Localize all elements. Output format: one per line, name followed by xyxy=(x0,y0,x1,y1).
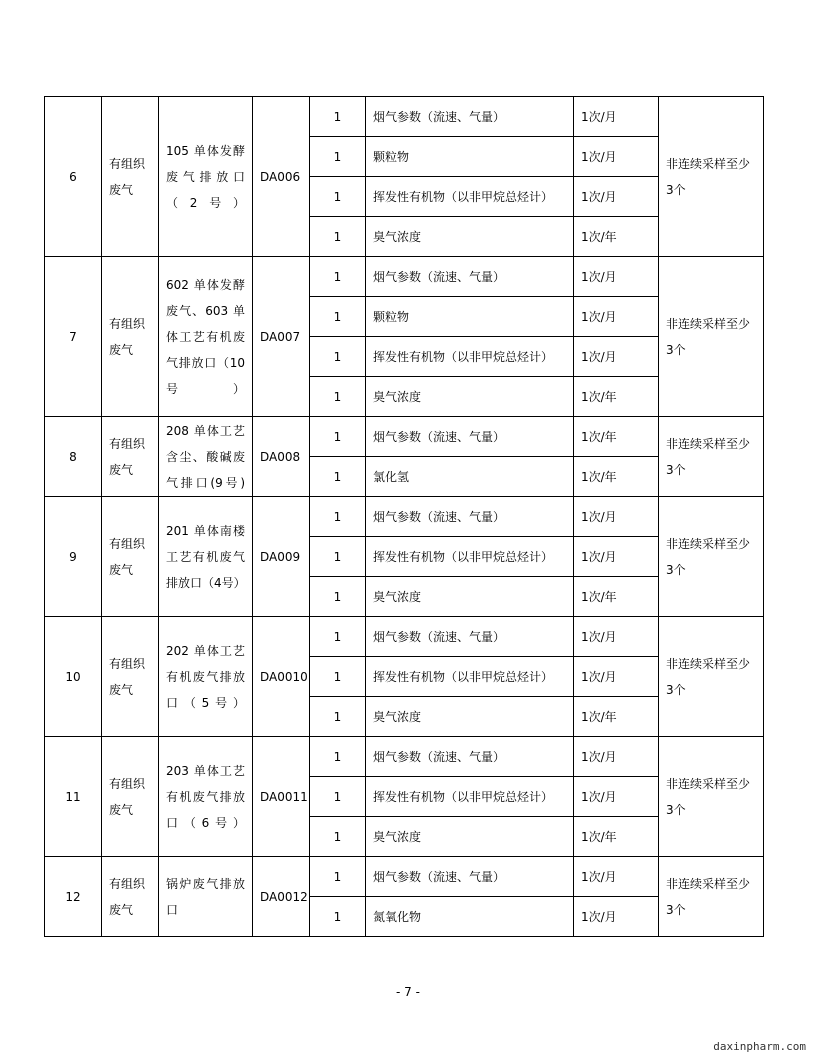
monitoring-item: 挥发性有机物（以非甲烷总烃计） xyxy=(366,777,574,817)
monitoring-table-body xyxy=(45,97,764,937)
pollutant-type: 有组织废气 xyxy=(102,737,159,857)
emission-source: 锅炉废气排放口 xyxy=(159,857,253,937)
row-number: 7 xyxy=(45,257,102,417)
monitoring-frequency: 1次/年 xyxy=(574,377,659,417)
monitoring-frequency: 1次/月 xyxy=(574,737,659,777)
monitoring-frequency: 1次/年 xyxy=(574,457,659,497)
table-row xyxy=(45,257,764,297)
monitoring-frequency: 1次/年 xyxy=(574,577,659,617)
item-index: 1 xyxy=(310,257,366,297)
item-index: 1 xyxy=(310,457,366,497)
monitoring-item: 挥发性有机物（以非甲烷总烃计） xyxy=(366,337,574,377)
item-index: 1 xyxy=(310,737,366,777)
monitoring-frequency: 1次/年 xyxy=(574,817,659,857)
sampling-note: 非连续采样至少3个 xyxy=(659,497,764,617)
monitoring-frequency: 1次/年 xyxy=(574,217,659,257)
outlet-code: DA0012 xyxy=(253,857,310,937)
item-index: 1 xyxy=(310,777,366,817)
outlet-code: DA0011 xyxy=(253,737,310,857)
item-index: 1 xyxy=(310,97,366,137)
monitoring-frequency: 1次/年 xyxy=(574,697,659,737)
sampling-note: 非连续采样至少3个 xyxy=(659,857,764,937)
monitoring-item: 臭气浓度 xyxy=(366,217,574,257)
outlet-code: DA008 xyxy=(253,417,310,497)
item-index: 1 xyxy=(310,817,366,857)
monitoring-frequency: 1次/年 xyxy=(574,417,659,457)
monitoring-item: 氯化氢 xyxy=(366,457,574,497)
pollutant-type: 有组织废气 xyxy=(102,257,159,417)
emission-source: 201 单体南楼工艺有机废气排放口（4号） xyxy=(159,497,253,617)
monitoring-item: 烟气参数（流速、气量） xyxy=(366,737,574,777)
table-row xyxy=(45,617,764,657)
monitoring-frequency: 1次/月 xyxy=(574,897,659,937)
monitoring-item: 臭气浓度 xyxy=(366,697,574,737)
monitoring-frequency: 1次/月 xyxy=(574,97,659,137)
sampling-note: 非连续采样至少3个 xyxy=(659,417,764,497)
table-row xyxy=(45,737,764,777)
emission-source: 203 单体工艺有机废气排放口（6号） xyxy=(159,737,253,857)
item-index: 1 xyxy=(310,617,366,657)
item-index: 1 xyxy=(310,217,366,257)
item-index: 1 xyxy=(310,417,366,457)
monitoring-item: 氮氧化物 xyxy=(366,897,574,937)
monitoring-item: 挥发性有机物（以非甲烷总烃计） xyxy=(366,537,574,577)
monitoring-item: 挥发性有机物（以非甲烷总烃计） xyxy=(366,657,574,697)
row-number: 12 xyxy=(45,857,102,937)
pollutant-type: 有组织废气 xyxy=(102,97,159,257)
pollutant-type: 有组织废气 xyxy=(102,497,159,617)
item-index: 1 xyxy=(310,697,366,737)
row-number: 9 xyxy=(45,497,102,617)
row-number: 11 xyxy=(45,737,102,857)
page-number: - 7 - xyxy=(396,985,420,999)
row-number: 8 xyxy=(45,417,102,497)
monitoring-item: 烟气参数（流速、气量） xyxy=(366,497,574,537)
monitoring-frequency: 1次/月 xyxy=(574,297,659,337)
item-index: 1 xyxy=(310,337,366,377)
monitoring-item: 臭气浓度 xyxy=(366,817,574,857)
monitoring-item: 烟气参数（流速、气量） xyxy=(366,257,574,297)
item-index: 1 xyxy=(310,297,366,337)
emission-source: 208 单体工艺含尘、酸碱废气排口(9号) xyxy=(159,417,253,497)
watermark: daxinpharm.com xyxy=(713,1040,806,1053)
item-index: 1 xyxy=(310,657,366,697)
row-number: 10 xyxy=(45,617,102,737)
table-row xyxy=(45,97,764,137)
monitoring-item: 臭气浓度 xyxy=(366,577,574,617)
item-index: 1 xyxy=(310,577,366,617)
sampling-note: 非连续采样至少3个 xyxy=(659,257,764,417)
monitoring-frequency: 1次/月 xyxy=(574,617,659,657)
item-index: 1 xyxy=(310,497,366,537)
monitoring-frequency: 1次/月 xyxy=(574,657,659,697)
monitoring-item: 挥发性有机物（以非甲烷总烃计） xyxy=(366,177,574,217)
emission-source: 105 单体发酵废气排放口（2号） xyxy=(159,97,253,257)
monitoring-frequency: 1次/月 xyxy=(574,137,659,177)
sampling-note: 非连续采样至少3个 xyxy=(659,617,764,737)
table-row xyxy=(45,857,764,897)
item-index: 1 xyxy=(310,857,366,897)
outlet-code: DA007 xyxy=(253,257,310,417)
monitoring-item: 烟气参数（流速、气量） xyxy=(366,417,574,457)
monitoring-frequency: 1次/月 xyxy=(574,337,659,377)
monitoring-frequency: 1次/月 xyxy=(574,177,659,217)
monitoring-item: 颗粒物 xyxy=(366,137,574,177)
sampling-note: 非连续采样至少3个 xyxy=(659,97,764,257)
item-index: 1 xyxy=(310,537,366,577)
monitoring-item: 烟气参数（流速、气量） xyxy=(366,97,574,137)
item-index: 1 xyxy=(310,177,366,217)
monitoring-frequency: 1次/月 xyxy=(574,257,659,297)
item-index: 1 xyxy=(310,137,366,177)
monitoring-item: 烟气参数（流速、气量） xyxy=(366,857,574,897)
monitoring-frequency: 1次/月 xyxy=(574,777,659,817)
monitoring-table xyxy=(44,96,764,937)
pollutant-type: 有组织废气 xyxy=(102,617,159,737)
table-row xyxy=(45,417,764,457)
monitoring-frequency: 1次/月 xyxy=(574,857,659,897)
pollutant-type: 有组织废气 xyxy=(102,417,159,497)
monitoring-item: 颗粒物 xyxy=(366,297,574,337)
pollutant-type: 有组织废气 xyxy=(102,857,159,937)
monitoring-item: 臭气浓度 xyxy=(366,377,574,417)
outlet-code: DA006 xyxy=(253,97,310,257)
outlet-code: DA009 xyxy=(253,497,310,617)
emission-source: 202 单体工艺有机废气排放口（5号） xyxy=(159,617,253,737)
emission-source: 602 单体发酵废气、603 单体工艺有机废气排放口（10号） xyxy=(159,257,253,417)
outlet-code: DA0010 xyxy=(253,617,310,737)
item-index: 1 xyxy=(310,897,366,937)
sampling-note: 非连续采样至少3个 xyxy=(659,737,764,857)
monitoring-item: 烟气参数（流速、气量） xyxy=(366,617,574,657)
item-index: 1 xyxy=(310,377,366,417)
monitoring-frequency: 1次/月 xyxy=(574,537,659,577)
table-row xyxy=(45,497,764,537)
row-number: 6 xyxy=(45,97,102,257)
monitoring-frequency: 1次/月 xyxy=(574,497,659,537)
